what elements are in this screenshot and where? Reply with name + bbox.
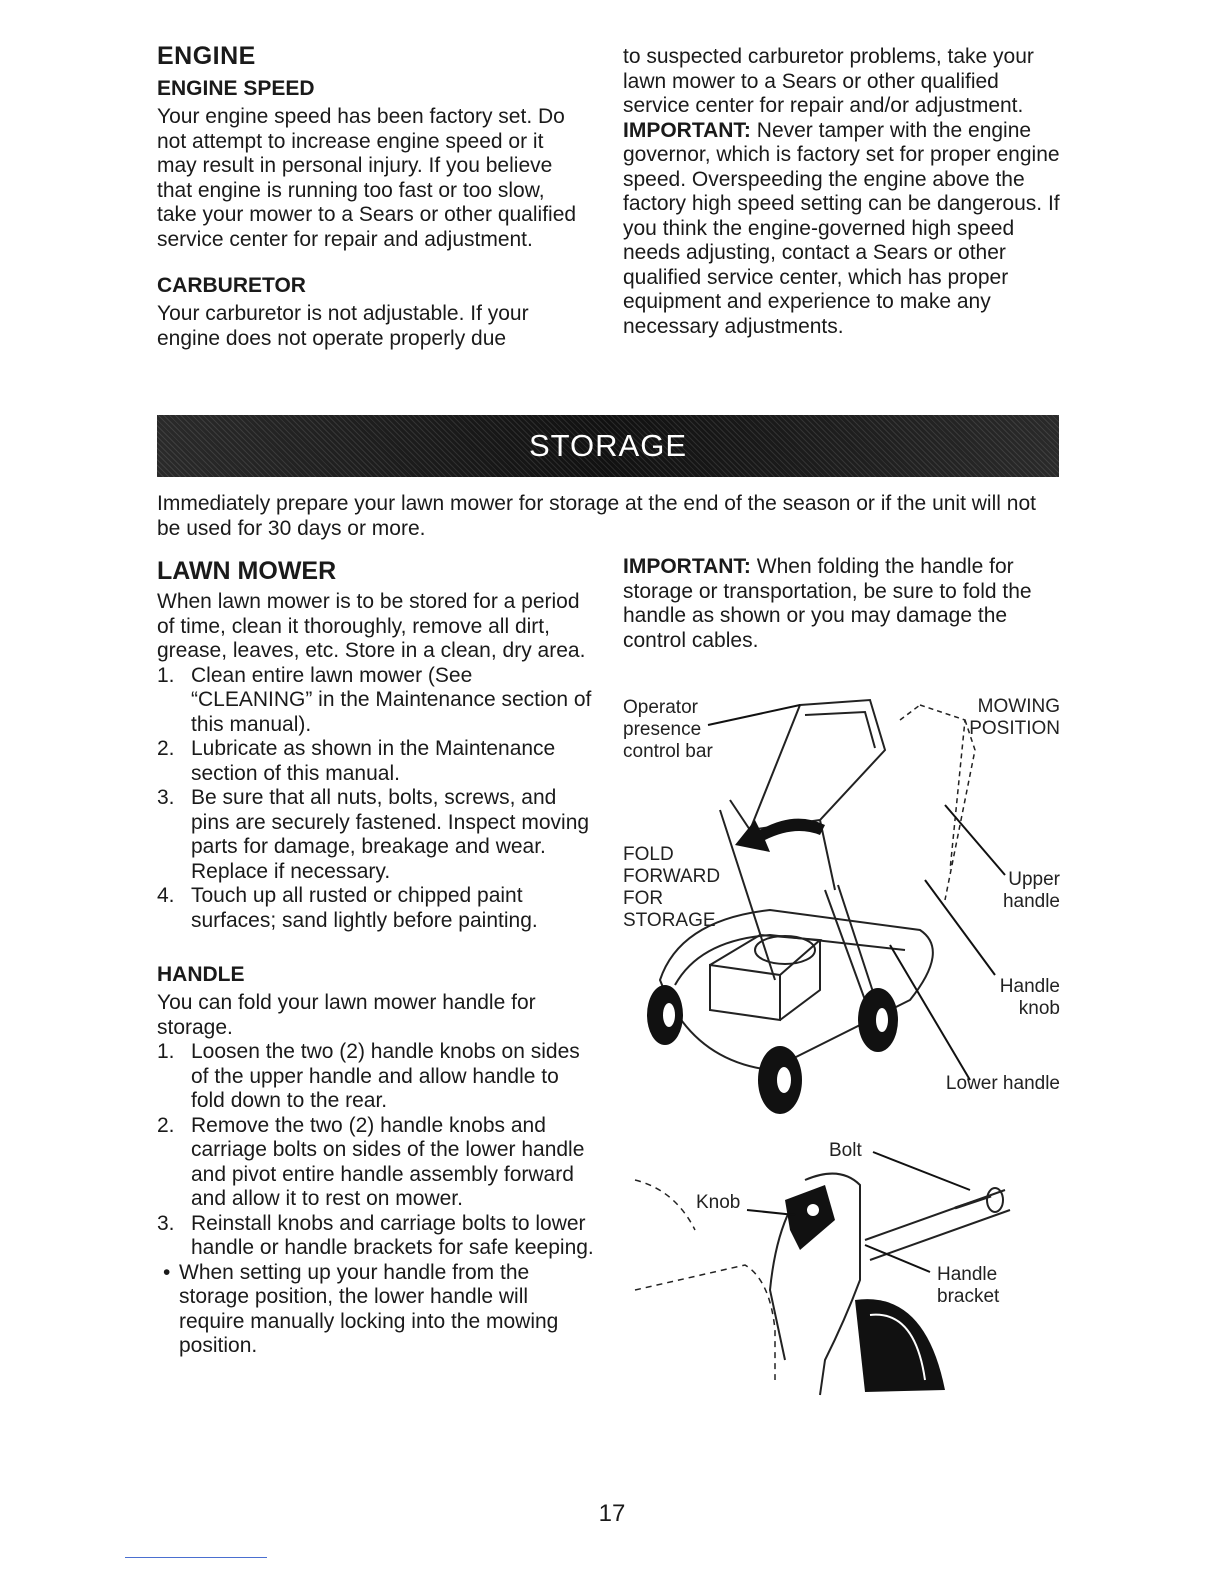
storage-banner-title: STORAGE [528,428,688,463]
label-mowing-position: MOWING POSITION [969,696,1060,739]
engine-speed-text: Your engine speed has been factory set. Do not attempt to increase engine speed or it may result in personal injury. If you believe that engine is running too fast or too slow, take your mower to a Sears or other qualified service center for repair and adjustment. [157,105,577,251]
important-label: IMPORTANT: [623,555,751,578]
folding-important-note [623,555,1063,653]
engine-heading: ENGINE [157,42,256,70]
list-item: 3. Be sure that all nuts, bolts, screws, and pins are securely fastened. Inspect moving parts for damage, breakage and wear. Replace if necessary. [157,786,590,883]
important-label: IMPORTANT: [623,118,751,142]
carburetor-text-continued: to suspected carburetor problems, take your lawn mower to a Sears or other qualified service center for repair and/or adjustment. [623,45,1034,117]
label-handle-bracket: Handle bracket [937,1264,1000,1307]
list-item: 2. Lubricate as shown in the Maintenance section of this manual. [157,737,556,785]
label-bolt: Bolt [829,1140,862,1161]
footer-link-line [125,1557,267,1558]
page-number: 17 [598,1500,626,1527]
storage-intro: Immediately prepare your lawn mower for storage at the end of the season or if the unit will not be used for 30 days or more. [157,492,1036,540]
storage-banner [157,415,1059,477]
label-operator-bar: Operator presence control bar [623,697,713,762]
handle-text: You can fold your lawn mower handle for storage. [157,991,536,1039]
list-item: 1. Clean entire lawn mower (See “CLEANING” in the Maintenance section of this manual). [157,663,592,736]
lawn-mower-text: When lawn mower is to be stored for a period of time, clean it thoroughly, remove all dirt, grease, leaves, etc. Store in a clean, dry area. [157,590,586,662]
list-item: 3. Reinstall knobs and carriage bolts to lower handle or handle brackets for safe keeping. [157,1211,594,1259]
handle-heading: HANDLE [157,963,245,986]
list-item: • When setting up your handle from the storage position, the lower handle will require manually locking into the mowing position. [163,1260,559,1357]
storage-left-column [157,557,597,1359]
engine-section-right [623,45,1063,339]
label-fold-forward: FOLD FORWARD FOR STORAGE [623,844,721,931]
important-text: When folding the handle for storage or transportation, be sure to fold the handle as shown or you may damage the control cables. [623,555,1032,652]
handle-steps [157,1040,597,1359]
lawn-mower-heading: LAWN MOWER [157,557,337,585]
engine-speed-heading: ENGINE SPEED [157,77,315,100]
important-text: Never tamper with the engine governor, which is factory set for proper engine speed. Overspeeding the engine above the factory high speed setting can be dangerous. If you think the engine-governed high speed needs adjusting, contact a Sears or other qualified service center, which has proper equipment and experience to make any necessary adjustments. [623,118,1060,338]
list-item: 2. Remove the two (2) handle knobs and carriage bolts on sides of the lower handle and pivot entire handle assembly forward and allow it to rest on mower. [157,1113,585,1210]
label-lower-handle: Lower handle [945,1073,1060,1094]
engine-section-left [157,42,587,351]
label-knob: Knob [696,1192,741,1213]
label-handle-knob: Handle knob [999,976,1060,1019]
carburetor-text: Your carburetor is not adjustable. If your engine does not operate properly due [157,302,529,350]
list-item: 4. Touch up all rusted or chipped paint surfaces; sand lightly before painting. [157,884,538,932]
engine-important-note [623,119,1063,340]
list-item: 1. Loosen the two (2) handle knobs on sides of the upper handle and allow handle to fold down to the rear. [157,1040,580,1112]
label-upper-handle: Upper handle [1002,869,1060,912]
carburetor-heading: CARBURETOR [157,274,306,297]
lawn-mower-steps [157,664,597,934]
